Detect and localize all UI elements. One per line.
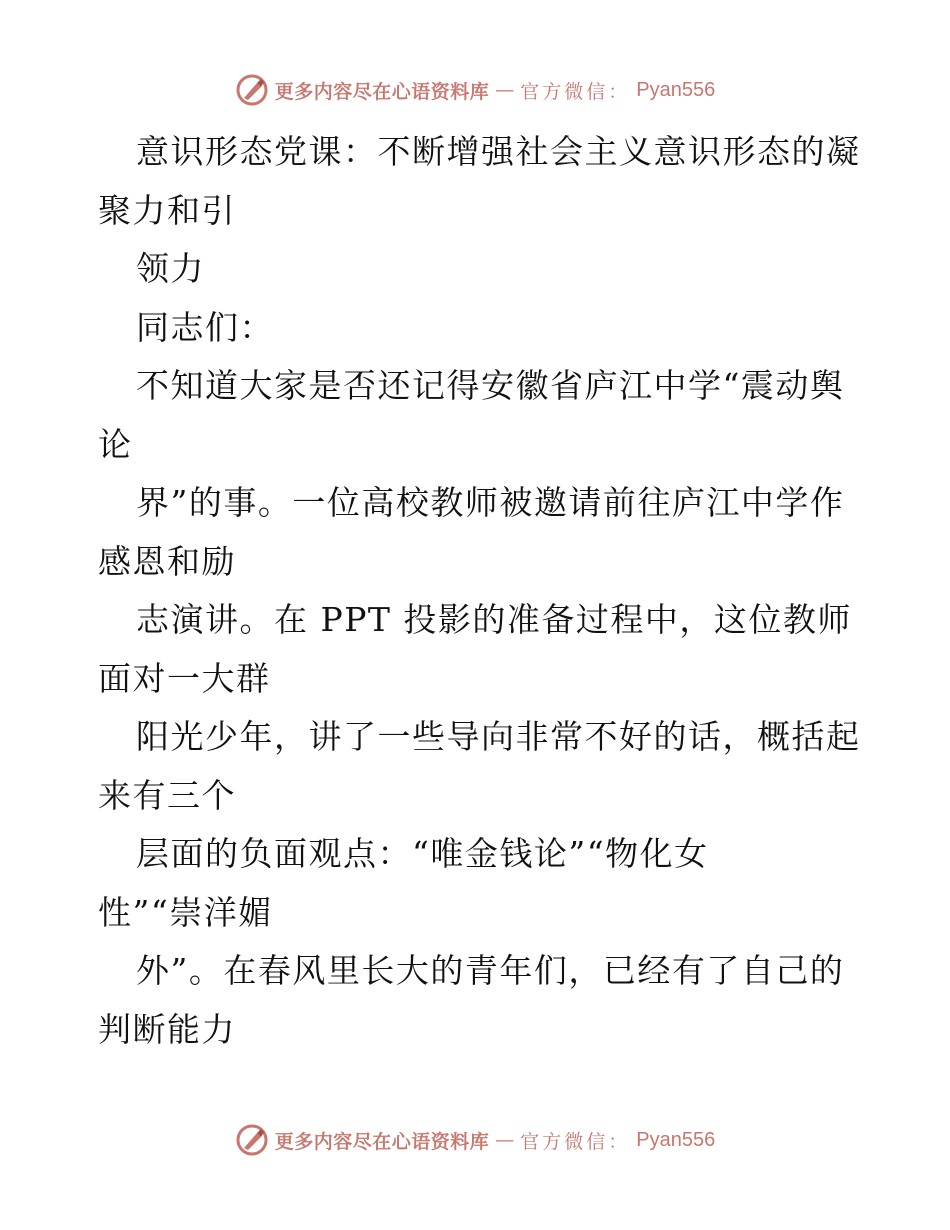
watermark-wechat-id: Pyan556 — [636, 1128, 716, 1151]
text-line: 聚力和引 — [98, 190, 236, 230]
text-line: 面对一大群 — [98, 658, 271, 698]
text-line: 不知道大家是否还记得安徽省庐江中学“震动舆 — [136, 366, 845, 405]
watermark-wechat-id: Pyan556 — [636, 78, 716, 101]
document-body — [98, 123, 861, 1059]
text-line: 论 — [98, 424, 133, 464]
text-line: 感恩和励 — [98, 541, 236, 581]
text-line: 意识形态党课：不断增强社会主义意识形态的凝 — [136, 132, 861, 171]
watermark-site-text: 更多内容尽在心语资料库 — [274, 80, 490, 103]
text-line: 同志们： — [136, 307, 274, 347]
watermark-dash: — — [495, 79, 515, 101]
header-watermark — [0, 70, 950, 110]
text-line: 判断能力 — [98, 1009, 236, 1049]
watermark-official-label: 官方微信： — [520, 80, 631, 103]
text-line: 来有三个 — [98, 775, 236, 815]
footer-watermark — [0, 1120, 950, 1160]
text-line: 领力 — [136, 249, 205, 288]
pen-logo-icon — [235, 1123, 269, 1157]
text-line: 志演讲。在 PPT 投影的准备过程中，这位教师 — [136, 600, 852, 639]
text-line: 性”“崇洋媚 — [98, 892, 273, 932]
pen-logo-icon — [235, 73, 269, 107]
text-line: 层面的负面观点：“唯金钱论”“物化女 — [136, 834, 709, 873]
watermark-official-label: 官方微信： — [520, 1130, 631, 1153]
watermark-site-text: 更多内容尽在心语资料库 — [274, 1130, 490, 1153]
text-line: 阳光少年，讲了一些导向非常不好的话，概括起 — [136, 717, 861, 756]
text-line: 界”的事。一位高校教师被邀请前往庐江中学作 — [136, 483, 845, 522]
watermark-dash: — — [495, 1129, 515, 1151]
text-line: 外”。在春风里长大的青年们，已经有了自己的 — [136, 951, 845, 990]
